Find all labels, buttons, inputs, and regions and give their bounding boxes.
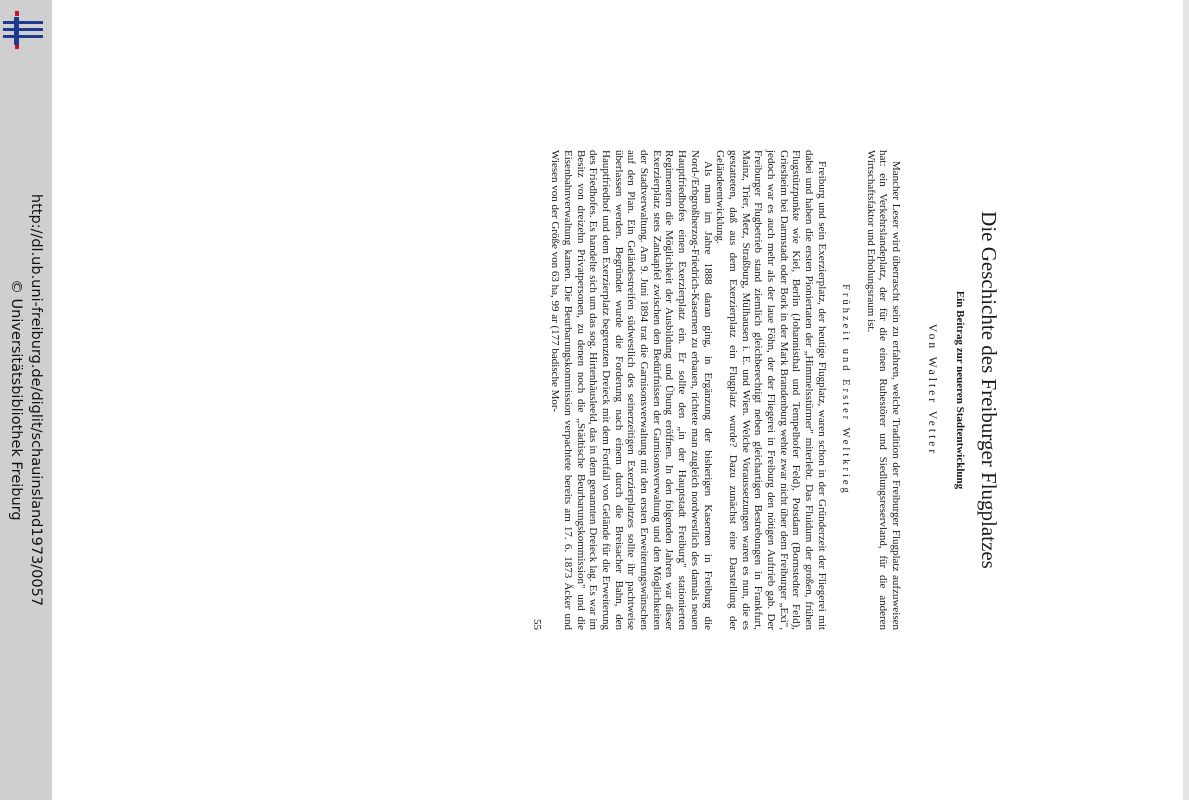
copyright-notice: © Universitätsbibliothek Freiburg	[8, 279, 24, 521]
viewer-sidebar	[0, 0, 52, 800]
article-author: Von Walter Vetter	[926, 323, 938, 457]
page-number: 55	[531, 619, 544, 630]
body-paragraph-2: Als man im Jahre 1888 daran ging, in Ergänzung der bisherigen Kasernen in Freiburg die Nord-/Erbgroßherzog-Friedrich-Kasernen zu erbauen, richtete man zugleich nordwestlich des damals neuen Hauptfriedhofes einen Exerzierplatz ein. Er sollte den „in der Hauptstadt Freiburg" stationierten Regimentern die Möglichkeit der Ausbildung und Übung eröffnen. In den folgenden Jahren war dieser Exerzierplatz stets Zankapfel zwischen den Bedürfnissen der Garnisonsverwaltung und den Möglichkeiten der Stadtverwaltung. Am 9. Juni 1894 trat die Garnisonsverwaltung mit den ersten Erweiterungswünschen auf den Plan. Ein Geländestreifen südwestlich des seinerzeitigen Exerzierplatzes sollte ihr pachtweise überlassen werden. Begründet wurde die Forderung nach einem durch die Breisacher Bahn, den Hauptfriedhof und dem Exerzierplatz begrenzten Dreieck mit dem Fortfall von Gelände für die Erweiterung des Friedhofes. Es handelte sich um das sog. Hirtenhäusleeld, das in dem genannten Dreieck lag. Es war im Besitz von dreizehn Privatpersonen, zu denen noch die „Städtische Beurbarungskommission" und die Eisenbahnverwaltung kamen. Die Beurbarungskommission verpachtete bereits am 17. 6. 1873 Äcker und Wiesen von der Größe von 63 ha, 99 ar (177 badische Mor-	[549, 150, 714, 630]
scanned-page	[52, 0, 1183, 800]
library-logo-icon	[1, 8, 45, 50]
source-url[interactable]: http://dl.ub.uni-freiburg.de/diglit/schauinsland1973/0057	[28, 193, 44, 607]
article-title: Die Geschichte des Freiburger Flugplatzes	[977, 211, 1001, 569]
intro-paragraph: Mancher Leser wird überrascht sein zu erfahren, welche Tradition der Freiburger Flugplatz aufzuweisen hat: ein Verkehrslandeplatz, der für die einen Ruhestörer und Siedlungsreservland, für die anderen Wirtschaftsfaktor und Erholungsraum ist.	[864, 150, 902, 630]
rotated-page-content	[530, 150, 1002, 630]
section-heading: Frühzeit und Erster Weltkrieg	[839, 284, 851, 496]
page-edge	[1183, 0, 1189, 800]
body-paragraph-1: Freiburg und sein Exerzierplatz, der heutige Flugplatz, waren schon in der Gründerzeit der Fliegerei mit dabei und haben die ersten Pioniertaten der „Himmelsstürmer" miterlebt. Das Fluidum der großen, frühen Flugstützpunkte wie Kiel, Berlin (Johannisthal und Tempelhofer Feld), Potsdam (Bornstedter Feld), Griesheim bei Darmstadt oder Bork in der Mark Brandenburg wehte zwar nicht über dem Freiburger „Exi", jedoch war es auch mehr als der laue Föhn, der der Fliegerei in Freiburg den nötigen Auftrieb gab. Der Freiburger Flugbetrieb stand ziemlich gleichberechtigt neben gleichartigen Bestrebungen in Frankfurt, Mainz, Trier, Metz, Straßburg, Mülhausen i. E. und Wien. Welche Voraussetzungen waren es nun, die es gestatteten, daß aus dem Exerzierplatz ein Flugplatz wurde? Dazu zunächst eine Darstellung der Geländeentwicklung.	[714, 150, 828, 630]
article-subtitle: Ein Beitrag zur neueren Stadtentwicklung	[954, 290, 966, 490]
sidebar-caption	[6, 194, 46, 606]
